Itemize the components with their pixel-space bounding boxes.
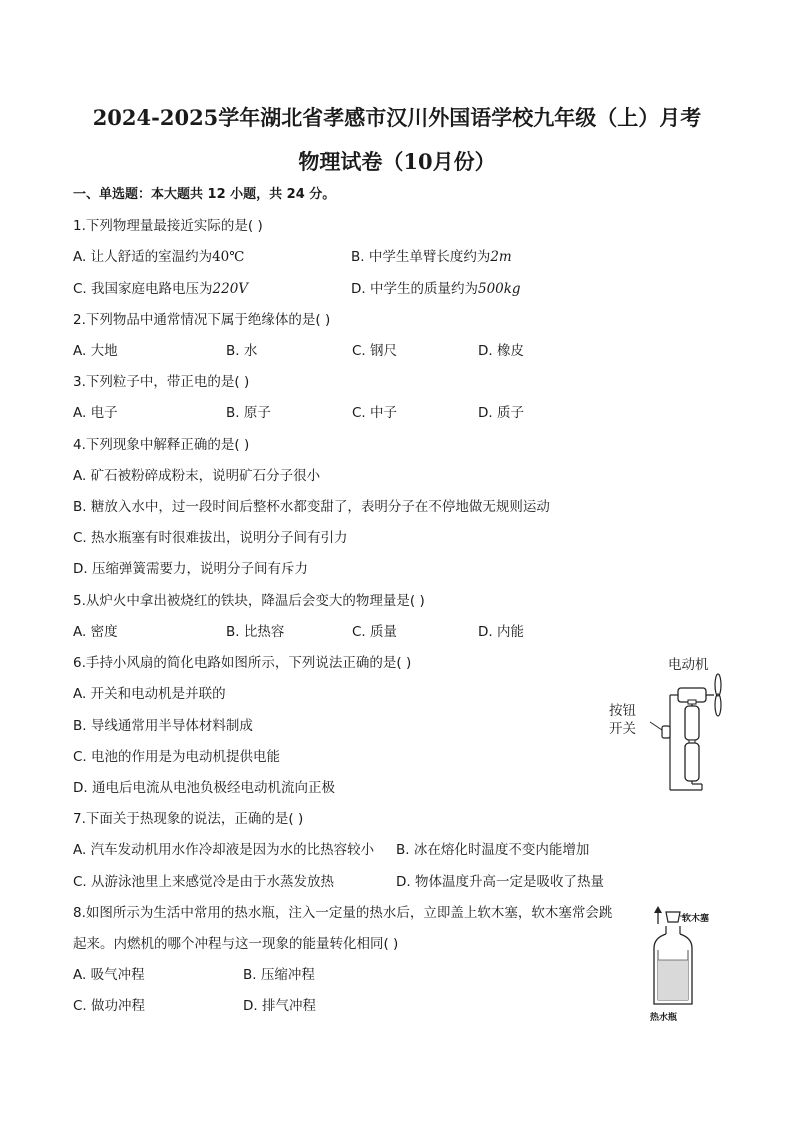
fig-button-label: 按钮: [609, 703, 636, 719]
q3-option-c: C. 中子: [352, 405, 398, 421]
q5-option-d: D. 内能: [478, 624, 524, 640]
q3-option-b: B. 原子: [226, 405, 271, 421]
q3-option-d: D. 质子: [478, 405, 524, 421]
q8-stem-line2: 起来。内燃机的哪个冲程与这一现象的能量转化相同( ): [73, 936, 399, 952]
fig-cork-label: 软木塞: [682, 914, 710, 924]
q1-option-c-text: C. 我国家庭电路电压为: [73, 281, 213, 297]
q5-stem: 5.从炉火中拿出被烧红的铁块，降温后会变大的物理量是( ): [73, 593, 425, 609]
q2-option-b: B. 水: [226, 343, 258, 359]
q6-stem: 6.手持小风扇的简化电路如图所示，下列说法正确的是( ): [73, 655, 412, 671]
q3-stem: 3.下列粒子中，带正电的是( ): [73, 374, 250, 390]
q7-option-c: C. 从游泳池里上来感觉冷是由于水蒸发放热: [73, 874, 335, 890]
q6-option-a: A. 开关和电动机是并联的: [73, 686, 226, 702]
q1-stem: 1.下列物理量最接近实际的是( ): [73, 218, 263, 234]
q6-option-b: B. 导线通常用半导体材料制成: [73, 718, 253, 734]
q6-option-d: D. 通电后电流从电池负极经电动机流向正极: [73, 780, 335, 796]
q7-option-a: A. 汽车发动机用水作冷却液是因为水的比热容较小: [73, 842, 375, 858]
q1-option-c: [73, 280, 248, 298]
q7-option-b: B. 冰在熔化时温度不变内能增加: [396, 842, 590, 858]
section-heading: 一、单选题：本大题共 12 小题，共 24 分。: [73, 187, 336, 202]
q1-option-b-text: B. 中学生单臂长度约为: [351, 249, 491, 265]
q2-option-c: C. 钢尺: [352, 343, 398, 359]
q8-option-a: A. 吸气冲程: [73, 967, 145, 983]
q1-option-b-value: 2m: [490, 249, 512, 265]
q6-option-c: C. 电池的作用是为电动机提供电能: [73, 749, 281, 765]
thermos-diagram: [640, 904, 720, 1014]
q8-stem-line1: 8.如图所示为生活中常用的热水瓶，注入一定量的热水后，立即盖上软木塞，软木塞常会跳: [73, 905, 613, 921]
q4-stem: 4.下列现象中解释正确的是( ): [73, 437, 250, 453]
q8-option-d: D. 排气冲程: [243, 998, 316, 1014]
q1-option-d-value: 500kg: [477, 281, 521, 297]
q1-option-a-value: 40℃: [212, 249, 245, 265]
q7-option-d: D. 物体温度升高一定是吸收了热量: [396, 874, 604, 890]
q2-option-a: A. 大地: [73, 343, 118, 359]
fig-switch-label: 开关: [609, 721, 636, 737]
q1-option-b: [351, 248, 512, 266]
q2-stem: 2.下列物品中通常情况下属于绝缘体的是( ): [73, 312, 331, 328]
q5-option-b: B. 比热容: [226, 624, 285, 640]
q1-option-d-text: D. 中学生的质量约为: [351, 281, 478, 297]
q1-option-a-text: A. 让人舒适的室温约为: [73, 249, 213, 265]
q4-option-d: D. 压缩弹簧需要力，说明分子间有斥力: [73, 561, 308, 577]
q3-option-a: A. 电子: [73, 405, 118, 421]
q8-option-b: B. 压缩冲程: [243, 967, 315, 983]
fan-circuit-diagram: [630, 672, 750, 812]
q1-option-a: [73, 248, 244, 266]
q7-stem: 7.下面关于热现象的说法，正确的是( ): [73, 811, 304, 827]
q4-option-c: C. 热水瓶塞有时很难拔出，说明分子间有引力: [73, 530, 348, 546]
q5-option-a: A. 密度: [73, 624, 118, 640]
q8-option-c: C. 做功冲程: [73, 998, 146, 1014]
q1-option-d: [351, 280, 521, 298]
q4-option-b: B. 糖放入水中，过一段时间后整杯水都变甜了，表明分子在不停地做无规则运动: [73, 499, 550, 515]
q5-option-c: C. 质量: [352, 624, 398, 640]
exam-title-line2: 物理试卷（10月份）: [298, 149, 496, 174]
q4-option-a: A. 矿石被粉碎成粉末，说明矿石分子很小: [73, 468, 321, 484]
fig-motor-label: 电动机: [668, 657, 709, 673]
fig-thermos-label: 热水瓶: [650, 1013, 678, 1023]
q2-option-d: D. 橡皮: [478, 343, 524, 359]
q1-option-c-value: 220V: [212, 281, 249, 297]
exam-title-line1: 2024-2025学年湖北省孝感市汉川外国语学校九年级（上）月考: [92, 105, 702, 130]
